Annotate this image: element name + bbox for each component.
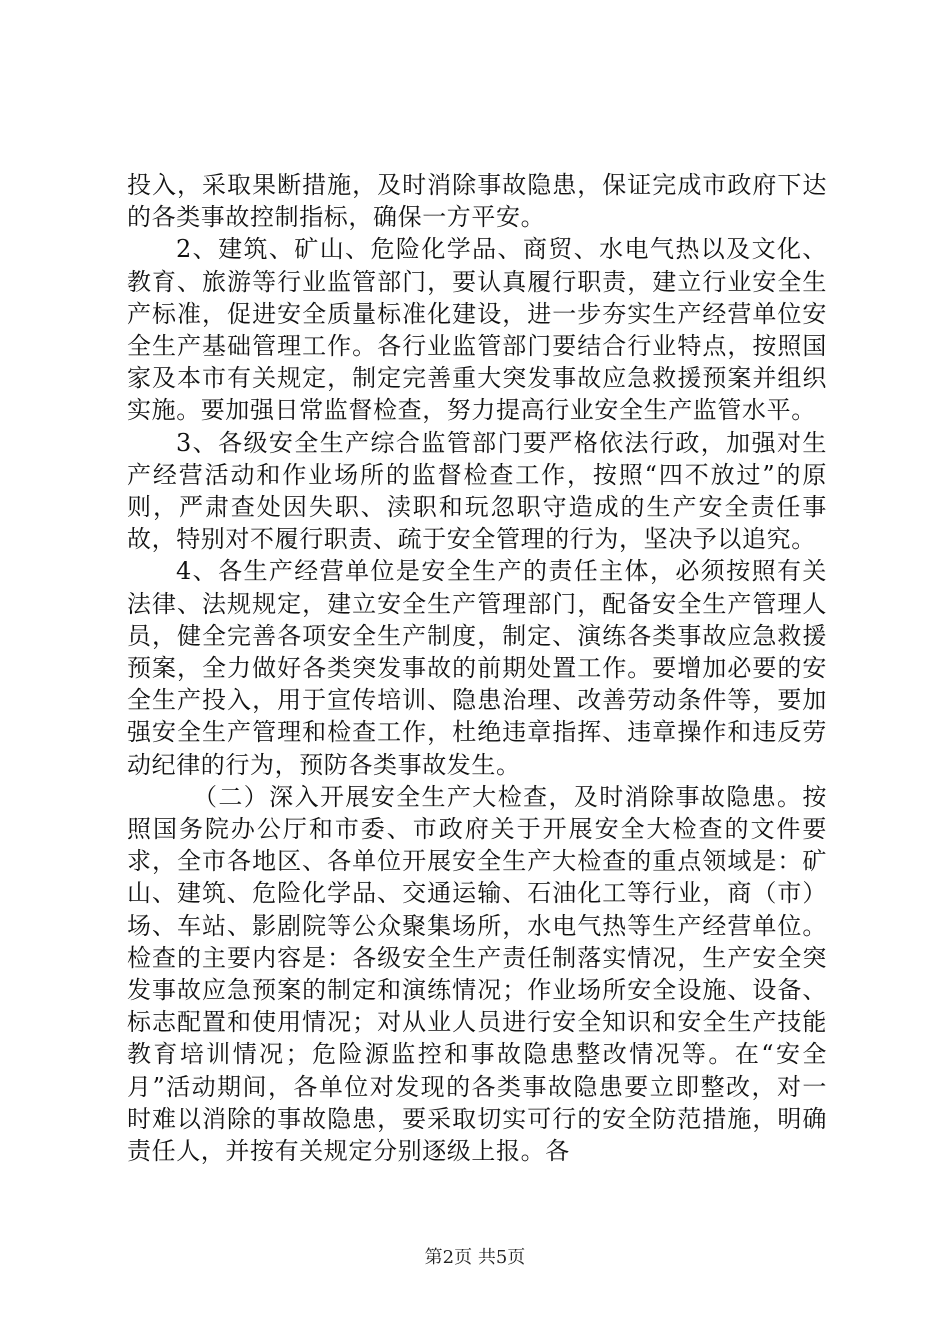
paragraph-item-4: 4、各生产经营单位是安全生产的责任主体，必须按照有关法律、法规规定，建立安全生产管理部门，配备安全生产管理人员，健全完善各项安全生产制度，制定、演练各类事故应急救援预案，全力做好各类突发事故的前期处置工作。要增加必要的安全生产投入，用于宣传培训、隐患治理、改善劳动条件等，要加强安全生产管理和检查工作，杜绝违章指挥、违章操作和违反劳动纪律的行为，预防各类事故发生。: [127, 557, 827, 779]
page-number-footer: 第2页 共5页: [424, 1247, 526, 1268]
paragraph-item-3: 3、各级安全生产综合监管部门要严格依法行政，加强对生产经营活动和作业场所的监督检查工作，按照“四不放过”的原则，严肃查处因失职、渎职和玩忽职守造成的生产安全责任事故，特别对不履行职责、疏于安全管理的行为，坚决予以追究。: [127, 428, 827, 554]
paragraph-section-2: （二）深入开展安全生产大检查，及时消除事故隐患。按照国务院办公厅和市委、市政府关于开展安全大检查的文件要求，全市各地区、各单位开展安全生产大检查的重点领域是：矿山、建筑、危险化学品、交通运输、石油化工等行业，商（市）场、车站、影剧院等公众聚集场所，水电气热等生产经营单位。检查的主要内容是：各级安全生产责任制落实情况，生产安全突发事故应急预案的制定和演练情况；作业场所安全设施、设备、标志配置和使用情况；对从业人员进行安全知识和安全生产技能教育培训情况；危险源监控和事故隐患整改情况等。在“安全月”活动期间，各单位对发现的各类事故隐患要立即整改，对一时难以消除的事故隐患，要采取切实可行的安全防范措施，明确责任人，并按有关规定分别逐级上报。各: [127, 782, 827, 1166]
document-body: [127, 169, 827, 1167]
paragraph-item-2: 2、建筑、矿山、危险化学品、商贸、水电气热以及文化、教育、旅游等行业监管部门，要认真履行职责，建立行业安全生产标准，促进安全质量标准化建设，进一步夯实生产经营单位安全生产基础管理工作。各行业监管部门要结合行业特点，按照国家及本市有关规定，制定完善重大突发事故应急救援预案并组织实施。要加强日常监督检查，努力提高行业安全生产监管水平。: [127, 235, 827, 425]
paragraph-continuation: 投入，采取果断措施，及时消除事故隐患，保证完成市政府下达的各类事故控制指标，确保一方平安。: [127, 171, 827, 232]
